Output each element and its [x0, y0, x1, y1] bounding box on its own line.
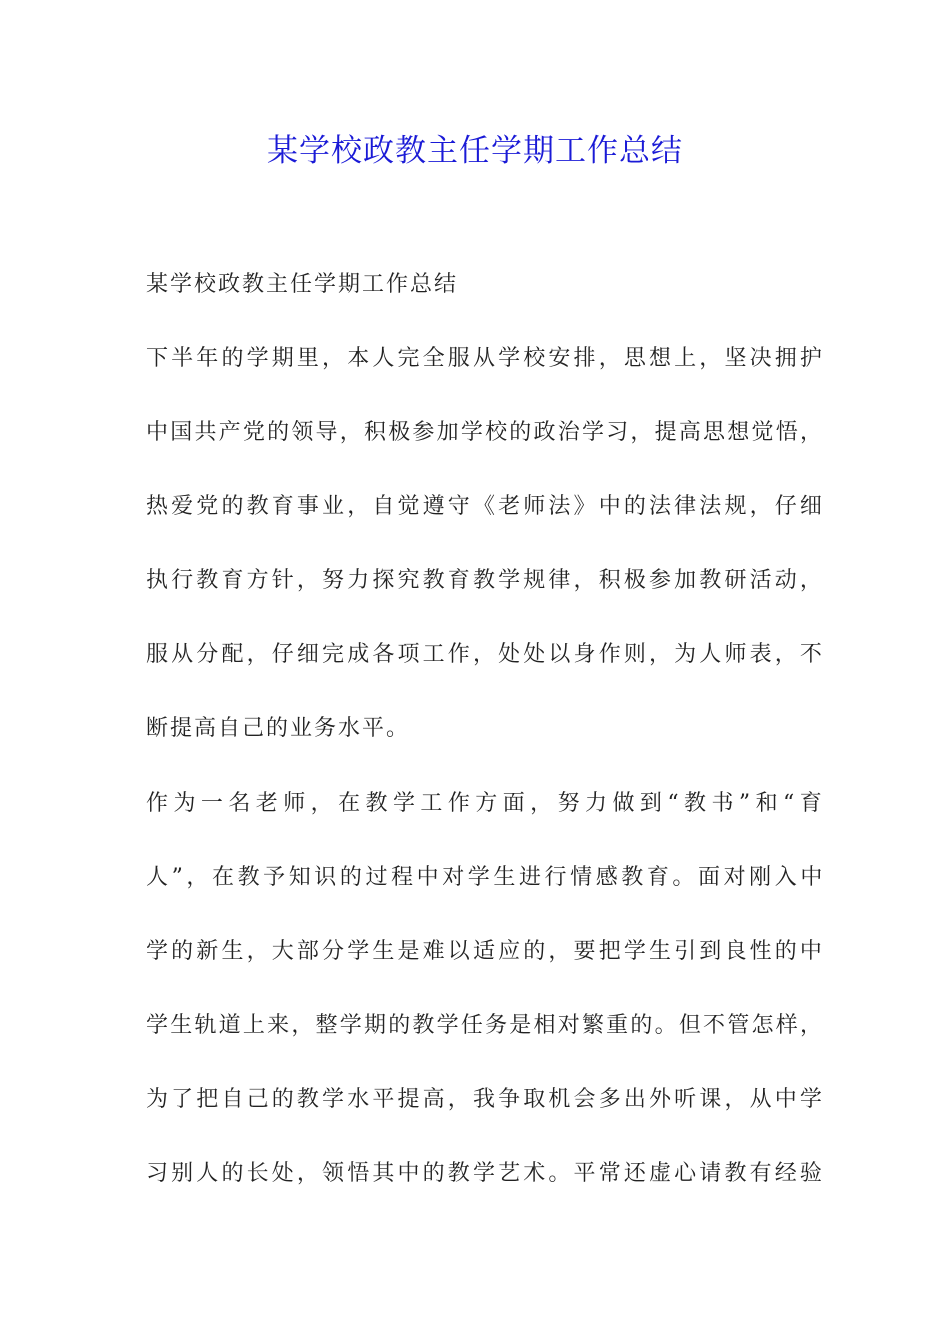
paragraph-line: 人”，在教予知识的过程中对学生进行情感教育。面对刚入中: [146, 865, 826, 890]
paragraph-line: 作为一名老师，在教学工作方面，努力做到“教书”和“育: [146, 791, 828, 816]
paragraph-line: 服从分配，仔细完成各项工作，处处以身作则，为人师表，不: [146, 642, 826, 667]
paragraph-line: 习别人的长处，领悟其中的教学艺术。平常还虚心请教有经验: [146, 1161, 826, 1186]
document-title: 某学校政教主任学期工作总结: [267, 133, 683, 169]
paragraph-line: 热爱党的教育事业，自觉遵守《老师法》中的法律法规，仔细: [146, 494, 826, 519]
document-subtitle: 某学校政教主任学期工作总结: [146, 272, 459, 297]
paragraph-line: 执行教育方针，努力探究教育教学规律，积极参加教研活动，: [146, 568, 826, 593]
paragraph-line: 下半年的学期里，本人完全服从学校安排，思想上，坚决拥护: [146, 346, 826, 371]
paragraph-line: 断提高自己的业务水平。: [146, 716, 411, 741]
paragraph-line: 为了把自己的教学水平提高，我争取机会多出外听课，从中学: [146, 1087, 826, 1112]
paragraph-line: 学生轨道上来，整学期的教学任务是相对繁重的。但不管怎样，: [146, 1013, 825, 1038]
paragraph-line: 中国共产党的领导，积极参加学校的政治学习，提高思想觉悟，: [146, 420, 825, 445]
paragraph-line: 学的新生，大部分学生是难以适应的，要把学生引到良性的中: [146, 939, 826, 964]
